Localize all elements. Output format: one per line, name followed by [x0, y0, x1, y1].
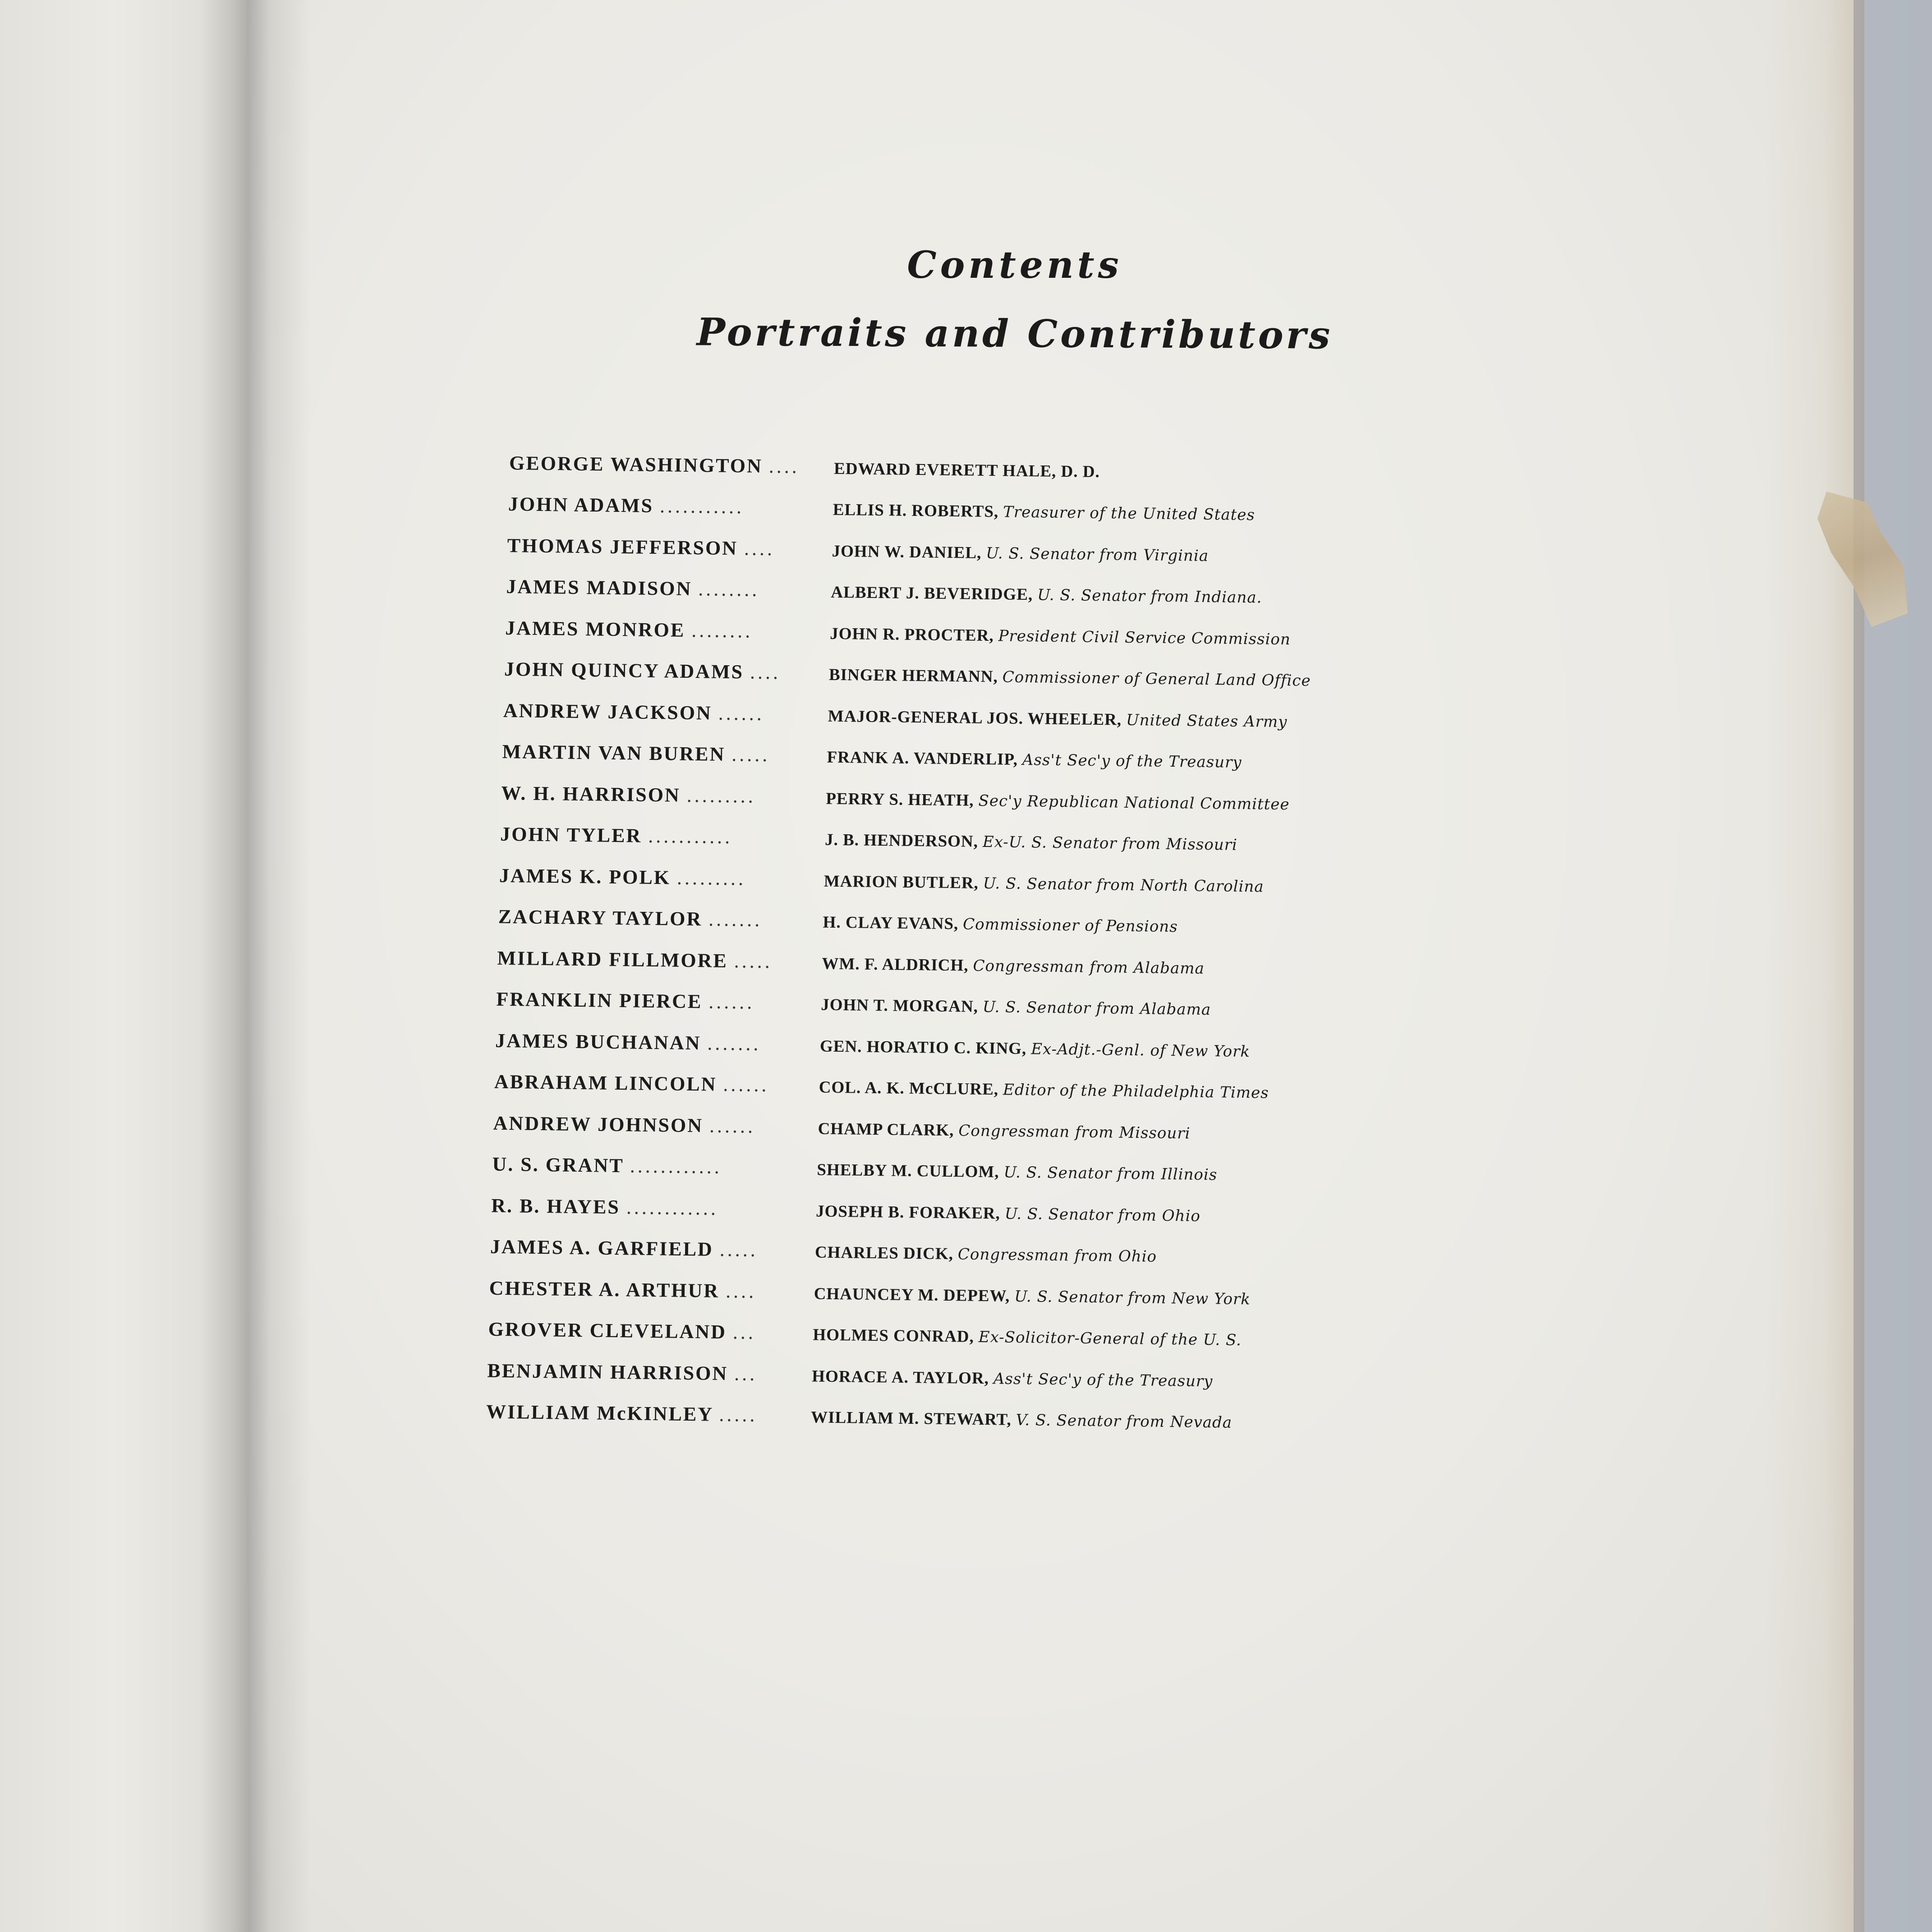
- president-cell: [488, 1318, 813, 1345]
- contributor-title: Ex-Adjt.-Genl. of New York: [1030, 1040, 1251, 1061]
- president-name: CHESTER A. ARTHUR: [489, 1277, 720, 1302]
- dot-leader: .........: [676, 866, 746, 889]
- contributor-title: Sec'y Republican National Committee: [978, 791, 1290, 814]
- dot-leader: ...: [732, 1321, 756, 1343]
- contributor-name: JOHN T. MORGAN,: [821, 995, 979, 1016]
- dot-leader: ......: [718, 702, 765, 725]
- dot-leader: ....: [744, 537, 775, 560]
- contributor-name: CHAMP CLARK,: [818, 1119, 954, 1140]
- contributor-title: Ass't Sec'y of the Treasury: [1022, 750, 1242, 772]
- president-name: WILLIAM McKINLEY: [486, 1400, 713, 1426]
- president-name: JAMES K. POLK: [499, 864, 671, 888]
- contributor-title: Commissioner of Pensions: [962, 915, 1178, 936]
- dot-leader: .....: [719, 1238, 759, 1261]
- president-name: GEORGE WASHINGTON: [509, 451, 763, 477]
- contributor-title: U. S. Senator from New York: [1014, 1287, 1251, 1308]
- president-name: GROVER CLEVELAND: [488, 1318, 727, 1343]
- dot-leader: ............: [626, 1196, 719, 1219]
- president-name: ZACHARY TAYLOR: [498, 905, 703, 930]
- president-name: FRANKLIN PIERCE: [496, 988, 703, 1013]
- president-cell: [504, 658, 829, 685]
- president-cell: [489, 1276, 814, 1303]
- dot-leader: .....: [719, 1403, 758, 1426]
- president-cell: [499, 864, 824, 891]
- dot-leader: ....: [768, 455, 800, 478]
- contributor-name: WM. F. ALDRICH,: [822, 954, 969, 975]
- contributor-title: V. S. Senator from Nevada: [1016, 1411, 1233, 1432]
- president-name: JAMES MADISON: [506, 575, 692, 600]
- page-edge-stain: [1765, 0, 1864, 1932]
- president-cell: [505, 616, 830, 643]
- dot-leader: ...........: [648, 824, 733, 848]
- contributor-name: HORACE A. TAYLOR,: [812, 1366, 989, 1388]
- contributor-cell: [834, 459, 1104, 481]
- president-cell: [506, 575, 831, 602]
- president-cell: [495, 1029, 820, 1056]
- contributor-title: Editor of the Philadelphia Times: [1003, 1081, 1269, 1102]
- dot-leader: ....: [750, 661, 781, 684]
- dot-leader: .......: [708, 908, 763, 931]
- contributor-title: U. S. Senator from Ohio: [1004, 1205, 1201, 1225]
- president-name: JAMES MONROE: [505, 616, 685, 641]
- contributor-title: Commissioner of General Land Office: [1002, 668, 1311, 690]
- president-cell: [503, 699, 828, 726]
- president-name: ABRAHAM LINCOLN: [494, 1070, 717, 1095]
- president-cell: [502, 740, 827, 767]
- dot-leader: ........: [691, 619, 753, 642]
- president-cell: [486, 1400, 811, 1427]
- contributor-name: FRANK A. VANDERLIP,: [827, 748, 1018, 769]
- contributor-name: HOLMES CONRAD,: [813, 1325, 975, 1346]
- contributor-name: J. B. HENDERSON,: [824, 830, 979, 851]
- president-cell: [498, 905, 823, 932]
- contributor-name: CHAUNCEY M. DEPEW,: [814, 1284, 1010, 1306]
- left-page-edge: [198, 0, 253, 1932]
- contributor-name: BINGER HERMANN,: [828, 665, 998, 686]
- president-name: BENJAMIN HARRISON: [487, 1359, 728, 1385]
- president-name: ANDREW JOHNSON: [493, 1112, 704, 1136]
- president-cell: [496, 988, 821, 1015]
- president-cell: [492, 1153, 817, 1180]
- president-cell: [501, 781, 826, 808]
- president-cell: [509, 451, 834, 478]
- president-name: JAMES BUCHANAN: [495, 1029, 701, 1054]
- contributor-title: U. S. Senator from Indiana.: [1037, 586, 1262, 607]
- president-cell: [487, 1359, 812, 1386]
- contributor-title: Treasurer of the United States: [1003, 503, 1256, 524]
- president-name: W. H. HARRISON: [501, 782, 681, 806]
- dot-leader: ......: [723, 1073, 769, 1096]
- president-cell: [500, 823, 825, 850]
- contributor-name: JOHN W. DANIEL,: [832, 542, 982, 562]
- president-cell: [494, 1070, 819, 1097]
- heading-contents: Contents: [907, 244, 1122, 287]
- contributor-name: CHARLES DICK,: [814, 1243, 954, 1264]
- contributor-name: COL. A. K. McCLURE,: [819, 1078, 999, 1099]
- contributor-name: JOSEPH B. FORAKER,: [815, 1201, 1001, 1223]
- contributor-name: JOHN R. PROCTER,: [829, 624, 994, 645]
- president-name: MILLARD FILLMORE: [497, 947, 728, 972]
- contributor-title: United States Army: [1126, 711, 1288, 731]
- contributor-name: SHELBY M. CULLOM,: [817, 1160, 999, 1182]
- dot-leader: .........: [686, 784, 756, 807]
- contributor-title: Ex-U. S. Senator from Missouri: [982, 833, 1238, 854]
- president-name: R. B. HAYES: [491, 1194, 621, 1218]
- president-cell: [493, 1111, 818, 1138]
- dot-leader: .....: [731, 743, 770, 766]
- president-name: MARTIN VAN BUREN: [502, 740, 726, 765]
- president-name: ANDREW JACKSON: [503, 699, 713, 724]
- contributor-title: Ass't Sec'y of the Treasury: [993, 1369, 1213, 1390]
- contributor-name: MARION BUTLER,: [823, 872, 979, 892]
- contributor-title: President Civil Service Commission: [998, 626, 1291, 649]
- contributor-name: EDWARD EVERETT HALE, D. D.: [833, 459, 1100, 481]
- contributor-title: U. S. Senator from Illinois: [1003, 1163, 1218, 1184]
- contents-list: [486, 433, 1457, 1435]
- contributor-title: U. S. Senator from Alabama: [982, 998, 1211, 1019]
- contributor-title: Congressman from Alabama: [973, 957, 1205, 978]
- contributor-title: U. S. Senator from North Carolina: [983, 874, 1264, 896]
- heading-portraits-contributors: Portraits and Contributors: [696, 309, 1333, 358]
- president-cell: [490, 1235, 815, 1262]
- president-name: JAMES A. GARFIELD: [490, 1235, 714, 1260]
- contributor-title: Congressman from Ohio: [957, 1245, 1157, 1266]
- president-cell: [508, 492, 833, 520]
- contributor-name: ELLIS H. ROBERTS,: [833, 500, 999, 521]
- contributor-title: Ex-Solicitor-General of the U. S.: [978, 1328, 1242, 1349]
- dot-leader: .......: [707, 1031, 761, 1055]
- president-cell: [491, 1194, 816, 1221]
- contributor-name: ALBERT J. BEVERIDGE,: [831, 583, 1033, 604]
- dot-leader: ......: [709, 1114, 756, 1137]
- dot-leader: ........: [698, 578, 760, 601]
- president-name: THOMAS JEFFERSON: [507, 534, 738, 559]
- dot-leader: .....: [734, 949, 773, 972]
- contributor-name: PERRY S. HEATH,: [826, 789, 974, 810]
- dot-leader: ............: [630, 1155, 722, 1178]
- contributor-name: MAJOR-GENERAL JOS. WHEELER,: [828, 707, 1122, 729]
- contributor-name: H. CLAY EVANS,: [823, 913, 959, 934]
- president-name: JOHN QUINCY ADAMS: [504, 658, 744, 683]
- contributor-title: Congressman from Missouri: [958, 1121, 1191, 1143]
- gutter-shadow: [248, 0, 311, 1932]
- president-cell: [507, 534, 832, 561]
- contributor-name: WILLIAM M. STEWART,: [810, 1408, 1012, 1429]
- contributor-name: GEN. HORATIO C. KING,: [819, 1037, 1027, 1058]
- dot-leader: ....: [725, 1279, 757, 1302]
- president-name: JOHN ADAMS: [508, 492, 654, 517]
- dot-leader: ...........: [659, 495, 745, 518]
- president-name: U. S. GRANT: [492, 1153, 624, 1177]
- president-name: JOHN TYLER: [500, 823, 642, 847]
- dot-leader: ...: [734, 1362, 758, 1385]
- dot-leader: ......: [708, 990, 755, 1013]
- contributor-title: U. S. Senator from Virginia: [986, 544, 1209, 565]
- president-cell: [497, 946, 822, 973]
